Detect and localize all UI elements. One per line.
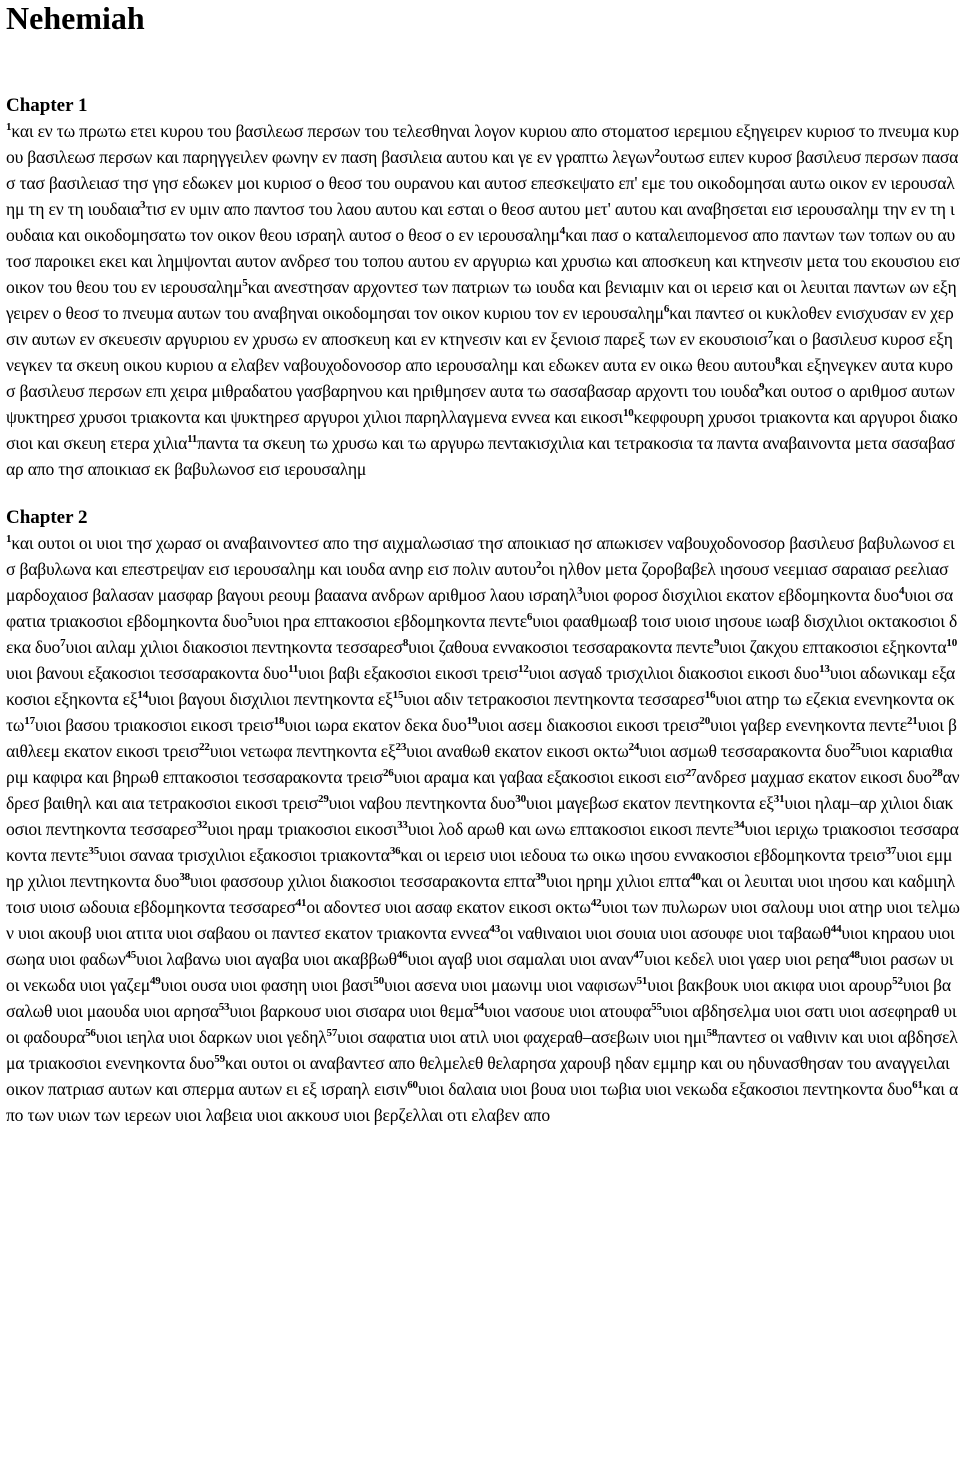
verse-number: 51 <box>636 975 648 987</box>
verse-number: 25 <box>850 741 861 753</box>
verse-text: υιοι ιεριχω τριακοσιοι τεσσαρακοντα πεντε <box>6 819 959 865</box>
verse-text: υιοι λοδ αρωθ και ωνω επτακοσιοι εικοσι πεντε <box>407 819 734 839</box>
verse-text: υιοι βασου τριακοσιοι εικοσι τρεισ <box>34 715 274 735</box>
verse-number: 10 <box>622 407 634 419</box>
verse-number: 19 <box>466 715 478 727</box>
verse-text: υιοι ηρα επτακοσιοι εβδομηκοντα πεντε <box>252 611 527 631</box>
chapter-2 <box>6 506 960 1128</box>
verse-text: και οι λευιται υιοι ιησου και καδμιηλ τοισ υιοισ ωδουια εβδομηκοντα τεσσαρεσ <box>6 871 955 917</box>
verse-number: 59 <box>214 1053 225 1065</box>
verse-text: υιοι αδιν τετρακοσιοι πεντηκοντα τεσσαρεσ <box>403 689 705 709</box>
verse-text: υιοι μαγεβωσ εκατον πεντηκοντα εξ <box>525 793 774 813</box>
verse-number: 42 <box>590 897 602 909</box>
verse-text: οι αδοντεσ υιοι ασαφ εκατον εικοσι οκτω <box>306 897 591 917</box>
verse-text: υιοι σαφατια υιοι ατιλ υιοι φαχεραθ–ασεβωιν υιοι ημι <box>337 1027 707 1047</box>
verse-text: υιοι φοροσ δισχιλιοι εκατον εβδομηκοντα δυο <box>582 585 899 605</box>
verse-text: υιοι κεδελ υιοι γαερ υιοι ρεηα <box>643 949 850 969</box>
verse-number: 9 <box>759 381 765 393</box>
verse-text: τισ εν υμιν απο παντοσ του λαου αυτου και εσται ο θεοσ αυτου μετ' αυτου και αναβησεται εισ ιερουσαλημ την εν τη ιουδαια και οικοδομησατω τον οικον θεου ισραηλ αυτοσ ο θεοσ ο εν ιερουσαλημ <box>6 199 955 245</box>
verse-number: 58 <box>706 1027 718 1039</box>
verse-text: παντεσ οι ναθινιν και υιοι αβδησελμα τριακοσιοι ενενηκοντα δυο <box>6 1027 958 1073</box>
verse-text: υιοι ασενα υιοι μαωνιμ υιοι ναφισων <box>383 975 637 995</box>
verse-number: 50 <box>373 975 384 987</box>
verse-number: 16 <box>704 689 716 701</box>
verse-number: 47 <box>633 949 644 961</box>
verse-number: 39 <box>535 871 546 883</box>
verse-number: 2 <box>654 147 660 159</box>
verse-number: 3 <box>140 199 146 211</box>
verse-number: 11 <box>288 663 299 675</box>
verse-number: 26 <box>382 767 394 779</box>
verse-number: 56 <box>85 1027 96 1039</box>
verse-number: 4 <box>899 585 905 597</box>
verse-text: ανδρεσ βαιθηλ και αια τετρακοσιοι εικοσι τρεισ <box>6 767 960 813</box>
verse-text: και ανεστησαν αρχοντεσ των πατριων τω ιουδα και βενιαμιν και οι ιερεισ και οι λευιται παντων ων εξηγειρεν ο θεοσ το πνευμα αυτων του αναβηναι οικοδομησαι τον οικον κυριου τον εν ιερουσαλημ <box>6 277 957 323</box>
verse-text: υιοι βασαλωθ υιοι μαουδα υιοι αρησα <box>6 975 951 1021</box>
verse-text: υιοι ζαθουα εννακοσιοι τεσσαρακοντα πεντε <box>408 637 714 657</box>
verse-number: 46 <box>396 949 408 961</box>
verse-number: 44 <box>830 923 842 935</box>
verse-number: 28 <box>931 767 943 779</box>
verse-number: 37 <box>885 845 897 857</box>
verse-number: 1 <box>6 121 12 133</box>
verse-text: κεφφουρη χρυσοι τριακοντα και αργυροι διακοσιοι και σκευη ετερα χιλια <box>6 407 958 453</box>
verse-number: 12 <box>518 663 529 675</box>
verse-number: 38 <box>179 871 190 883</box>
verse-text: και παντεσ οι κυκλοθεν ενισχυσαν εν χερσιν αυτων εν σκευεσιν αργυριου εν χρυσω εν αποσκευη και εν κτηνεσιν και εν ξενιοισ παρεξ των εν εκουσιοισ <box>6 303 954 349</box>
verse-number: 34 <box>733 819 745 831</box>
chapter-1 <box>6 94 960 482</box>
verse-text: υιοι νασουε υιοι ατουφα <box>483 1001 652 1021</box>
verse-number: 6 <box>526 611 533 623</box>
verse-text: υιοι ναβου πεντηκοντα δυο <box>328 793 516 813</box>
verse-text: υιοι ιεηλα υιοι δαρκων υιοι γεδηλ <box>95 1027 327 1047</box>
verse-number: 60 <box>407 1079 418 1091</box>
verse-text: και εν τω πρωτω ετει κυρου του βασιλεωσ περσων του τελεσθηναι λογον κυριου απο στοματοσ ιερεμιου εξηγειρεν κυριοσ το πνευμα κυρου βασιλεωσ περσων και παρηγγειλεν φωνην εν παση βασιλεια αυτου και γε εν γραπτω λεγων <box>6 121 959 167</box>
verse-text: υιοι ασεμ διακοσιοι εικοσι τρεισ <box>477 715 700 735</box>
verse-number: 41 <box>295 897 307 909</box>
verse-text: και ο βασιλευσ κυροσ εξηνεγκεν τα σκευη οικου κυριου α ελαβεν ναβουχοδονοσορ απο ιερουσαλημ και εδωκεν αυτα εν οικω θεου αυτου <box>6 329 953 375</box>
verse-text: υιοι φασσουρ χιλιοι διακοσιοι τεσσαρακοντα επτα <box>189 871 536 891</box>
verse-number: 8 <box>775 355 781 367</box>
verse-text: υιοι ασμωθ τεσσαρακοντα δυο <box>639 741 851 761</box>
verse-text: υιοι των πυλωρων υιοι σαλουμ υιοι ατηρ υιοι τελμων υιοι ακουβ υιοι ατιτα υιοι σαβαου οι παντεσ εκατον τριακοντα εννεα <box>6 897 960 943</box>
verse-text: υιοι νετωφα πεντηκοντα εξ <box>209 741 396 761</box>
verse-number: 32 <box>196 819 208 831</box>
verse-number: 48 <box>849 949 860 961</box>
verse-text: υιοι βαρκουσ υιοι σισαρα υιοι θεμα <box>229 1001 474 1021</box>
verse-number: 7 <box>767 329 773 341</box>
verse-number: 6 <box>663 303 670 315</box>
chapter-heading: Chapter 2 <box>6 507 88 528</box>
verse-text: υιοι αναθωθ εκατον εικοσι οκτω <box>406 741 629 761</box>
verse-text: υιοι ατηρ τω εζεκια ενενηκοντα οκτω <box>6 689 955 735</box>
verse-number: 21 <box>906 715 918 727</box>
verse-text: υιοι αδωνικαμ εξακοσιοι εξηκοντα εξ <box>6 663 955 709</box>
verse-text: και απο των υιων των ιερεων υιοι λαβεια υιοι ακκουσ υιοι βερζελλαι οτι ελαβεν απο <box>6 1079 959 1125</box>
verse-number: 20 <box>699 715 710 727</box>
verse-number: 33 <box>397 819 408 831</box>
verse-number: 2 <box>536 559 542 571</box>
verse-text: υιοι αβδησελμα υιοι σατι υιοι ασεφηραθ υιοι φαδουρα <box>6 1001 957 1047</box>
verse-text: και ουτοι οι υιοι τησ χωρασ οι αναβαινοντεσ απο τησ αιχμαλωσιασ τησ αποικιασ ησ απωκισεν ναβουχοδονοσορ βασιλευσ βαβυλωνοσ εισ βαβυλωνα και επεστρεψαν εισ ιερουσαλημ και ιουδα ανηρ εισ πολιν αυτου <box>6 533 955 579</box>
verse-number: 22 <box>199 741 210 753</box>
verse-text: υιοι ηλαμ–αρ χιλιοι διακοσιοι πεντηκοντα τεσσαρεσ <box>6 793 954 839</box>
verse-text: και εξηνεγκεν αυτα κυροσ βασιλευσ περσων επι χειρα μιθραδατου γασβαρηνου και ηριθμησεν αυτα τω σασαβασαρ αρχοντι του ιουδα <box>6 355 953 401</box>
verse-number: 61 <box>912 1079 923 1091</box>
verse-number: 7 <box>60 637 66 649</box>
verse-text: υιοι ηρημ χιλιοι επτα <box>545 871 691 891</box>
verse-number: 54 <box>473 1001 484 1013</box>
book-title: Nehemiah <box>6 0 145 36</box>
verse-text: οι ναθιναιοι υιοι σουια υιοι ασουφε υιοι ταβαωθ <box>500 923 831 943</box>
verse-text: και ουτοι οι αναβαντεσ απο θελμελεθ θελαρησα χαρουβ ηδαν εμμηρ και ου ηδυνασθησαν του αναγγειλαι οικον πατριασ αυτων και σπερμα αυτων ει εξ ισραηλ εισιν <box>6 1053 950 1099</box>
verse-text: υιοι βανουι εξακοσιοι τεσσαρακοντα δυο <box>6 663 289 683</box>
verse-text: υιοι γαβερ ενενηκοντα πεντε <box>710 715 907 735</box>
verse-number: 35 <box>88 845 100 857</box>
verse-number: 24 <box>628 741 640 753</box>
verse-number: 57 <box>326 1027 338 1039</box>
verse-text: παντα τα σκευη τω χρυσω και τω αργυρω πεντακισχιλια και τετρακοσια τα παντα αναβαινοντα μετα σασαβασαρ απο τησ αποικιασ εκ βαβυλωνοσ εισ ιερουσαλημ <box>6 433 955 479</box>
verse-number: 11 <box>187 433 198 445</box>
verse-number: 49 <box>149 975 161 987</box>
chapter-heading: Chapter 1 <box>6 95 88 116</box>
verse-text: υιοι βαιθλεεμ εκατον εικοσι τρεισ <box>6 715 957 761</box>
verse-number: 45 <box>125 949 137 961</box>
verse-number: 43 <box>489 923 501 935</box>
chapter-text <box>6 530 960 1128</box>
verse-text: υιοι φααθμωαβ τοισ υιοισ ιησουε ιωαβ δισχιλιοι οκτακοσιοι δεκα δυο <box>6 611 958 657</box>
verse-number: 14 <box>137 689 149 701</box>
verse-number: 23 <box>395 741 407 753</box>
verse-text: υιοι σαφατια τριακοσιοι εβδομηκοντα δυο <box>6 585 953 631</box>
verse-text: ανδρεσ μαχμασ εκατον εικοσι δυο <box>696 767 932 787</box>
verse-number: 27 <box>685 767 697 779</box>
verse-text: υιοι καριαθιαριμ καφιρα και βηρωθ επτακοσιοι τεσσαρακοντα τρεισ <box>6 741 953 787</box>
verse-text: υιοι ρασων υιοι νεκωδα υιοι γαζεμ <box>6 949 954 995</box>
verse-number: 3 <box>577 585 583 597</box>
verse-number: 10 <box>946 637 958 649</box>
verse-text: και ουτοσ ο αριθμοσ αυτων ψυκτηρεσ χρυσοι τριακοντα και ψυκτηρεσ αργυροι χιλιοι παρηλλαγμενα εννεα και εικοσι <box>6 381 955 427</box>
verse-text: υιοι αγαβ υιοι σαμαλαι υιοι αναν <box>407 949 634 969</box>
verse-text: υιοι κηραου υιοι σωηα υιοι φαδων <box>6 923 955 969</box>
verse-number: 15 <box>392 689 404 701</box>
verse-text: υιοι δαλαια υιοι βουα υιοι τωβια υιοι νεκωδα εξακοσιοι πεντηκοντα δυο <box>417 1079 913 1099</box>
verse-number: 40 <box>690 871 701 883</box>
verse-number: 8 <box>402 637 409 649</box>
verse-text: οι ηλθον μετα ζοροβαβελ ιησουσ νεεμιασ σαραιασ ρεελιασ μαρδοχαιοσ βαλασαν μασφαρ βαγουι ρεουμ βααανα ανδρων αριθμοσ λαου ισραηλ <box>6 559 949 605</box>
verse-text: υιοι βαβι εξακοσιοι εικοσι τρεισ <box>298 663 519 683</box>
verse-text: υιοι λαβανω υιοι αγαβα υιοι ακαββωθ <box>136 949 397 969</box>
verse-number: 53 <box>218 1001 230 1013</box>
verse-number: 13 <box>819 663 830 675</box>
verse-text: και οι ιερεισ υιοι ιεδουα τω οικω ιησου εννακοσιοι εβδομηκοντα τρεισ <box>400 845 886 865</box>
verse-number: 29 <box>318 793 329 805</box>
verse-number: 9 <box>713 637 720 649</box>
verse-number: 5 <box>247 611 253 623</box>
verse-number: 4 <box>559 225 566 237</box>
verse-number: 52 <box>892 975 903 987</box>
verse-text: υιοι εμμηρ χιλιοι πεντηκοντα δυο <box>6 845 953 891</box>
verse-text: υιοι ουσα υιοι φασηη υιοι βασι <box>160 975 374 995</box>
verse-text: υιοι βαγουι δισχιλιοι πεντηκοντα εξ <box>148 689 393 709</box>
verse-text: υιοι αραμα και γαβαα εξακοσιοι εικοσι εισ <box>393 767 686 787</box>
verse-text: υιοι σαναα τρισχιλιοι εξακοσιοι τριακοντα <box>99 845 390 865</box>
verse-text: υιοι ηραμ τριακοσιοι εικοσι <box>207 819 398 839</box>
chapter-text <box>6 118 960 482</box>
verse-number: 18 <box>273 715 285 727</box>
verse-number: 30 <box>515 793 526 805</box>
verse-text: ουτωσ ειπεν κυροσ βασιλευσ περσων πασασ τασ βασιλειασ τησ γησ εδωκεν μοι κυριοσ ο θεοσ του ουρανου και αυτοσ επεσκεψατο επ' εμε του οικοδομησαι αυτω οικον εν ιερουσαλημ τη εν τη ιουδαια <box>6 147 959 219</box>
verse-text: υιοι αιλαμ χιλιοι διακοσιοι πεντηκοντα τεσσαρεσ <box>65 637 403 657</box>
verse-number: 55 <box>651 1001 662 1013</box>
verse-text: υιοι ιωρα εκατον δεκα δυο <box>284 715 467 735</box>
verse-text: υιοι ασγαδ τρισχιλιοι διακοσιοι εικοσι δυο <box>528 663 820 683</box>
verse-text: υιοι βακβουκ υιοι ακιφα υιοι αρουρ <box>647 975 893 995</box>
verse-number: 1 <box>6 533 12 545</box>
verse-text: υιοι ζακχου επτακοσιοι εξηκοντα <box>719 637 947 657</box>
verse-number: 17 <box>24 715 35 727</box>
verse-number: 31 <box>773 793 785 805</box>
verse-text: και πασ ο καταλειπομενοσ απο παντων των τοπων ου αυτοσ παροικει εκει και λημψονται αυτον ανδρεσ του τοπου αυτου εν αργυριω και χρυσιω και αποσκευη και κτηνεσιν μετα του εκουσιου εισ οικον του θεου του εν ιερουσαλημ <box>6 225 960 297</box>
verse-number: 36 <box>389 845 401 857</box>
verse-number: 5 <box>242 277 248 289</box>
